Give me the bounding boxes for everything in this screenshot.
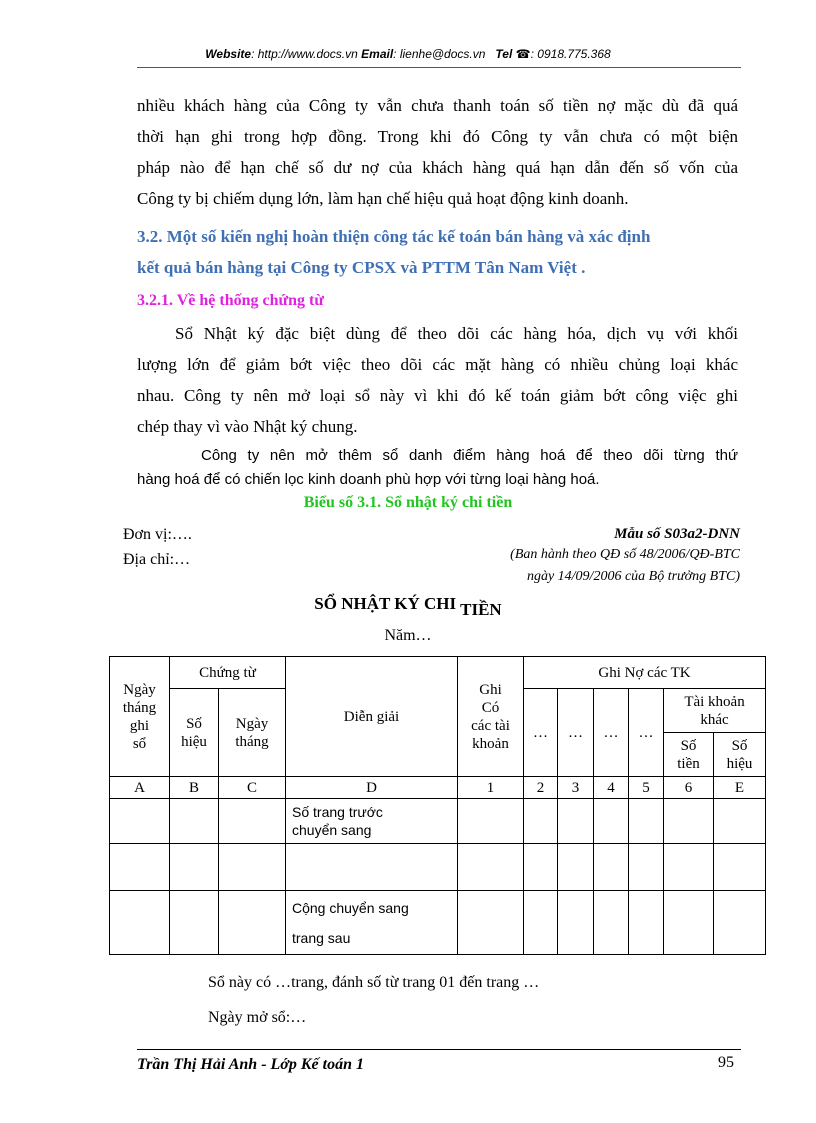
page-header (0, 47, 816, 61)
paragraph-3 (137, 444, 738, 492)
tel-value: : 0918.775.368 (530, 47, 611, 61)
email-label: Email (361, 47, 394, 61)
header-so-tien: Số tiền (664, 733, 714, 777)
text-line: nhiều khách hàng của Công ty vẫn chưa thanh toán số tiền nợ mặc dù đã quá (137, 96, 738, 115)
website-value: : http://www.docs.vn (251, 47, 358, 61)
header-ghi-no: Ghi Nợ các TK (524, 657, 766, 689)
book-title-main: SỔ NHẬT KÝ CHI (314, 594, 457, 613)
code-cell: 5 (629, 777, 664, 799)
regulation-line-1: (Ban hành theo QĐ số 48/2006/QĐ-BTC (510, 547, 740, 562)
table-row (110, 891, 766, 955)
form-code: Mẫu số S03a2-DNN (614, 526, 740, 542)
email-value: : lienhe@docs.vn (393, 47, 486, 61)
text-line: nhau. Công ty nên mở loại sổ này vì khi đó kế toán giảm bớt công việc ghi (137, 386, 738, 405)
section-heading-3-2-1: 3.2.1. Về hệ thống chứng từ (137, 292, 324, 309)
code-cell: D (286, 777, 458, 799)
heading-line: kết quả bán hàng tại Công ty CPSX và PTTM Tân Nam Việt . (137, 258, 586, 277)
header-so-hieu-khac: Số hiệu (714, 733, 766, 777)
row-desc: Cộng chuyển sang trang sau (286, 891, 458, 955)
code-cell: A (110, 777, 170, 799)
header-so-hieu: Số hiệu (170, 689, 219, 777)
header-dien-giai: Diễn giải (286, 657, 458, 777)
header-ngay-thang-ct: Ngày tháng (219, 689, 286, 777)
header-ngay-thang: Ngày tháng ghi sổ (110, 657, 170, 777)
page-count-note: Sổ này có …trang, đánh số từ trang 01 đến trang … (208, 974, 540, 991)
row-desc: Số trang trước chuyển sang (286, 799, 458, 844)
code-cell: E (714, 777, 766, 799)
header-dots: … (558, 689, 594, 777)
form-title: Biểu số 3.1. Sổ nhật ký chi tiền (303, 494, 513, 511)
book-title-sub: TIỀN (460, 600, 502, 619)
regulation-line-2: ngày 14/09/2006 của Bộ trưởng BTC) (526, 569, 740, 584)
year-label: Năm… (384, 627, 432, 644)
text-line: chép thay vì vào Nhật ký chung. (137, 417, 358, 436)
website-label: Website (205, 47, 252, 61)
header-chung-tu: Chứng từ (170, 657, 286, 689)
heading-line: 3.2. Một số kiến nghị hoàn thiện công tác kế toán bán hàng và xác định (137, 227, 651, 246)
header-rule (137, 67, 741, 68)
code-cell: 2 (524, 777, 558, 799)
tel-label: Tel (495, 47, 513, 61)
text-line: Công ty bị chiếm dụng lớn, làm hạn chế hiệu quả hoạt động kinh doanh. (137, 189, 629, 208)
text-line: pháp nào để hạn chế số dư nợ của khách hàng quá hạn dẫn đến số vốn của (137, 158, 738, 177)
header-dots: … (594, 689, 629, 777)
code-cell: 6 (664, 777, 714, 799)
code-cell: B (170, 777, 219, 799)
text-line: Công ty nên mở thêm sổ danh điểm hàng hoá để theo dõi từng thứ (201, 447, 738, 464)
dia-chi-label: Địa chỉ:… (123, 551, 191, 568)
ledger-table (109, 656, 766, 955)
header-dots: … (524, 689, 558, 777)
section-heading-3-2 (137, 221, 741, 283)
table-row (110, 844, 766, 891)
footer-rule (137, 1049, 741, 1050)
text-line: hàng hoá để có chiến lọc kinh doanh phù hợp với từng loại hàng hoá. (137, 471, 600, 488)
header-ghi-co: Ghi Có các tài khoản (458, 657, 524, 777)
paragraph-1 (137, 90, 738, 214)
code-cell: 1 (458, 777, 524, 799)
paragraph-2 (137, 318, 738, 442)
code-cell: 4 (594, 777, 629, 799)
text-line: thời hạn ghi trong hợp đồng. Trong khi đó Công ty vẫn chưa có một biện (137, 127, 738, 146)
open-date-note: Ngày mở sổ:… (208, 1009, 307, 1026)
text-line: lượng lớn để giảm bớt việc theo dõi các mặt hàng có nhiều chủng loại khác (137, 355, 738, 374)
table-row (110, 799, 766, 844)
page-number: 95 (718, 1054, 734, 1071)
text-line: Sổ Nhật ký đặc biệt dùng để theo dõi các hàng hóa, dịch vụ với khối (175, 324, 738, 343)
phone-icon: ☎ (515, 47, 531, 61)
don-vi-label: Đơn vị:…. (123, 526, 192, 543)
footer-author: Trần Thị Hải Anh - Lớp Kế toán 1 (137, 1056, 364, 1073)
code-cell: C (219, 777, 286, 799)
book-title (0, 594, 816, 619)
header-tk-khac: Tài khoản khác (664, 689, 766, 733)
header-dots: … (629, 689, 664, 777)
code-cell: 3 (558, 777, 594, 799)
